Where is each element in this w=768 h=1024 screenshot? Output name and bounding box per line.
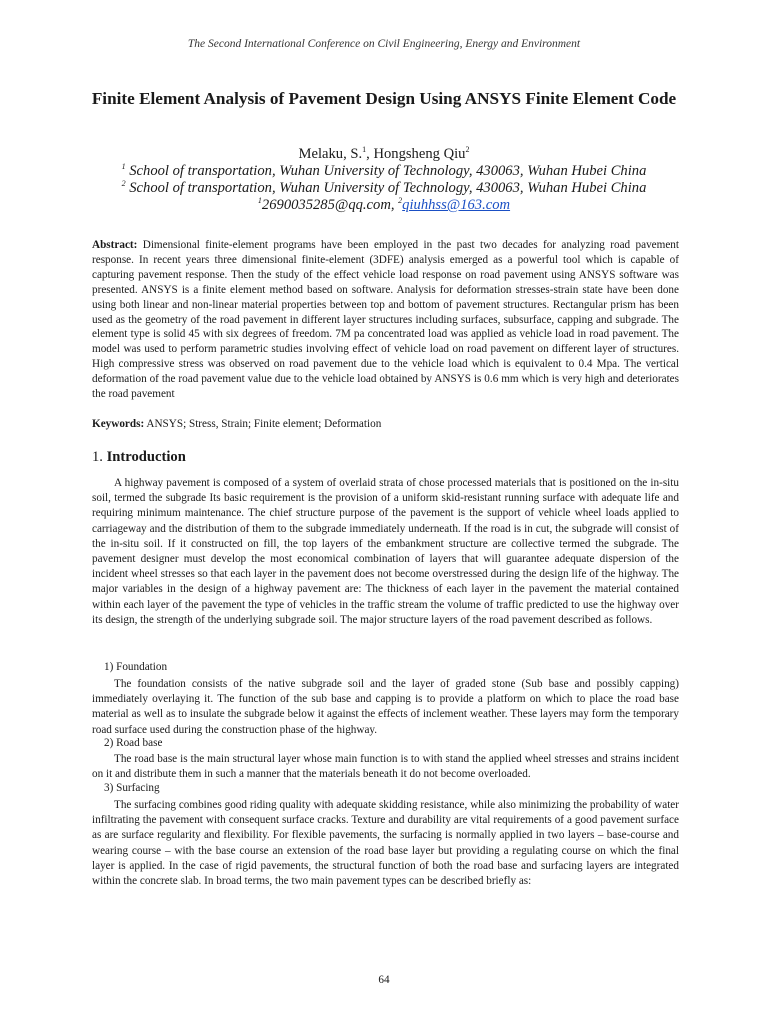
subheading-foundation: 1) Foundation: [104, 661, 168, 673]
affiliation-2: [0, 180, 768, 197]
abstract-label: Abstract:: [92, 239, 138, 251]
email-1: 2690035285@qq.com: [261, 197, 391, 213]
abstract: [92, 238, 679, 402]
keywords-text: ANSYS; Stress, Strain; Finite element; Deformation: [144, 418, 382, 430]
email-separator: ,: [390, 197, 399, 213]
page-number: 64: [378, 974, 390, 986]
keywords-label: Keywords:: [92, 418, 145, 430]
subheading-road-base: 2) Road base: [104, 737, 163, 749]
affiliation-sup: 1: [121, 162, 126, 172]
affiliation-text: School of transportation, Wuhan University of Technology, 430063, Wuhan Hubei China: [125, 163, 647, 179]
author-sup: 1: [362, 145, 367, 155]
abstract-text: Dimensional finite-element programs have been employed in the past two decades for analyzing road pavement response. In recent years three dimensional finite-element (3DFE) analysis emerged as a powerful tool which is capable of capturing pavement response. Then the study of the effect vehicle load response on road pavement using ANSYS software was presented. ANSYS is a finite element method based on software. Analysis for deformation stresses-strain state have been done using both linear and non-linear material properties between top and bottom of pavement structures. Rectangular prism has been used as the geometry of the road pavement in different layer structures including surfaces, subsurface, capping and subgrade. The element type is solid 45 with six degrees of freedom. 7M pa concentrated load was applied as vehicle load in road pavement. The model was used to perform parametric studies involving effect of vehicle load on road pavement on different layer of structures. High compressive stress was observed on road pavement due to the vehicle load which is equivalent to 0.4 Mpa. The vertical deformation of the road pavement value due to the vehicle load obtained by ANSYS is 0.6 mm which is very high and deteriorates the road pavement: [92, 239, 679, 401]
subheading-surfacing: 3) Surfacing: [104, 782, 160, 794]
email-sup: 2: [398, 196, 403, 206]
foundation-paragraph: The foundation consists of the native subgrade soil and the layer of graded stone (Sub base and possibly capping) immediately overlaying it. The function of the sub base and capping is to provide a platform on which to place the road base material as well as to insulate the subgrade below it against the effects of inclement weather. These layers may form the temporary road surface used during the construction phase of the highway.: [92, 678, 679, 736]
surfacing-paragraph: The surfacing combines good riding quality with adequate skidding resistance, while also minimizing the probability of water infiltrating the pavement with consequent surface cracks. Texture and durability are vital requirements of a good pavement surface as are surface regularity and flexibility. For flexible pavements, the surfacing is normally applied in two layers – base-course and wearing course – with the base course an extension of the road base layer but providing a regulating course on which the final layer is applied. In the case of rigid pavements, the structural function of both the road base and surfacing layers are integrated within the concrete slab. In broad terms, the two main pavement types can be described briefly as:: [92, 799, 679, 888]
paper-title: Finite Element Analysis of Pavement Design Using ANSYS Finite Element Code: [91, 89, 677, 108]
section-title: Introduction: [102, 449, 186, 465]
author-name: Hongsheng Qiu: [373, 146, 466, 162]
section-number: 1.: [92, 449, 103, 465]
email-sup: 1: [257, 196, 262, 206]
keywords: [92, 418, 679, 430]
affiliation-1: [0, 163, 768, 180]
author-sup: 2: [465, 145, 470, 155]
section-heading: [92, 449, 186, 466]
road-base-paragraph: The road base is the main structural layer whose main function is to with stand the applied wheel stresses and strains incident on it and distribute them in such a manner that the materials beneath it do not become overloaded.: [92, 753, 679, 781]
running-head: The Second International Conference on Civil Engineering, Energy and Environment: [187, 38, 581, 50]
author-name: Melaku, S.: [298, 146, 363, 162]
affiliation-sup: 2: [121, 179, 126, 189]
author-line: [0, 146, 768, 163]
email-2-link[interactable]: qiuhhss@163.com: [402, 197, 511, 213]
author-separator: ,: [366, 146, 374, 162]
intro-paragraph: A highway pavement is composed of a system of overlaid strata of chose processed materials that is positioned on the in-situ soil, termed the subgrade Its basic requirement is the provision of a uniform skid-resistant running surface with adequate life and requiring minimum maintenance. The chief structure purpose of the pavement is the support of vehicle wheel loads applied to carriageway and the distribution of them to the subgrade immediately underneath. If the road is in cut, the subgrade will consist of the in-situ soil. If it constructed on fill, the top layers of the embankment structure are collective termed the subgrade. The pavement designer must develop the most economical combination of layers that will guarantee adequate dispersion of the incident wheel stresses so that each layer in the pavement does not become overstressed during the design life of the highway. The major variables in the design of a highway pavement are: The thickness of each layer in the pavement the material contained within each layer of the pavement the type of vehicles in the traffic stream the volume of traffic predicted to use the highway over its design, the strength of the underlying subgrade soil. The major structure layers of the road pavement described as follows.: [92, 477, 679, 626]
affiliation-text: School of transportation, Wuhan University of Technology, 430063, Wuhan Hubei China: [125, 180, 647, 196]
email-line: [0, 197, 768, 214]
